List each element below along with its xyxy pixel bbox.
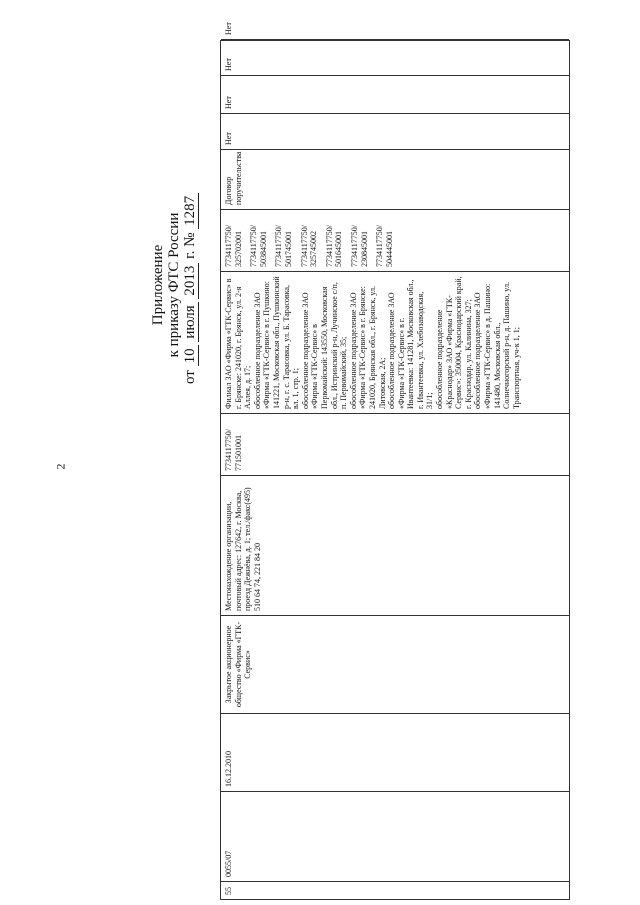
cell-reg-number: 0055/07 <box>221 791 569 881</box>
branch-address: обособленное подразделение ЗАО «Фирма «ГТК-Сервис» в г. Пушкино: 141221, Московская обл., Пушкинский р-н, г. с. Тарасовка, ул. Б. Тарасовка, вл. 1, стр. 1; <box>252 274 301 409</box>
page-number: 2 <box>53 463 68 470</box>
cell-col-b: Нет <box>221 75 569 113</box>
date-year-suffix: г. <box>182 250 198 259</box>
branch-address: Филиал ЗАО «Фирма «ГТК-Сервис» в г. Брянске: 241020, г. Брянск, ул. 2-я Аллея, д. 17; <box>224 276 253 409</box>
branch-address: обособленное подразделение ЗАО «Фирма «ГТК-Сервис» в г. Брянске: 241020, Брянская обл., г. Брянск, ул. Литовская, 2А; <box>348 284 387 409</box>
branch-code: 7734117750/ 501645001 <box>324 223 344 267</box>
date-month: июля <box>182 302 199 341</box>
number-sign: № <box>182 232 198 247</box>
cell-branches <box>221 271 569 413</box>
cell-branch-codes <box>221 209 569 271</box>
date-day: 10 <box>182 345 199 366</box>
branch-address: обособленное подразделение ЗАО «Фирма «ГТК-Сервис» в д. Пашино: 141480, Московская обл., Солнечногорский р-н, д. Пашино, ул. Транспортная, уч-к 1, 1; <box>473 280 521 409</box>
branch-address: обособленное подразделение ЗАО «Фирма «ГТК-Сервис» в г. Ивантеевка: 141281, Московская обл., г. Ивантеевка, ул. Хлебозаводская, 31/1; <box>387 277 435 409</box>
cell-date: 16.12.2010 <box>221 713 569 791</box>
cell-index: 55 <box>221 881 569 899</box>
branch-address: обособленное подразделение ЗАО «Фирма «ГТК-Сервис» в Первомайский: 143550, Московская обл., Истринский р-н, Лучинское с/п, п. Первомайский, 35; <box>300 280 349 409</box>
header-subtitle: к приказу ФТС России <box>166 212 182 358</box>
table-row <box>220 22 570 900</box>
branch-address: обособленное подразделение «Краснодар» ЗАО «Фирма «ГТК-Сервис»: 350004, Краснодарский край, г. Краснодар, ул. Калинина, 327; <box>435 274 473 409</box>
cell-inn-kpp: 7734117750/ 771501001 <box>221 413 569 475</box>
cell-col-a: Нет <box>221 113 569 149</box>
cell-guarantee: Договор поручительства <box>221 149 569 209</box>
branch-code: 7734117750/ 325702001 <box>224 223 243 267</box>
cell-location: Местонахождение организации, почтовый адрес: 127642, г. Москва, проезд Дежнёва, д. 1; тел./факс(495) 510 64 74, 221 84 20 <box>221 475 569 615</box>
branch-code: 7734117750/ 230845001 <box>349 223 369 267</box>
order-number: 1287 <box>182 193 199 229</box>
header-title: Приложение <box>150 244 166 326</box>
branch-code: 7734117750/ 504445001 <box>375 223 394 267</box>
cell-col-d: Нет <box>224 22 233 35</box>
header-date-line <box>182 180 198 390</box>
date-year: 2013 <box>182 263 199 299</box>
branch-code: 7734117750/ 503845001 <box>249 223 268 267</box>
register-table <box>220 22 570 900</box>
branch-code: 7734117750/ 501745001 <box>274 223 293 267</box>
date-prefix: от <box>182 370 198 384</box>
cell-col-c: Нет <box>221 39 569 75</box>
cell-org-name: Закрытое акционерное общество «Фирма «ГТК-Сервис» <box>221 615 569 713</box>
branch-code: 7734117750/ 325745002 <box>299 223 319 267</box>
